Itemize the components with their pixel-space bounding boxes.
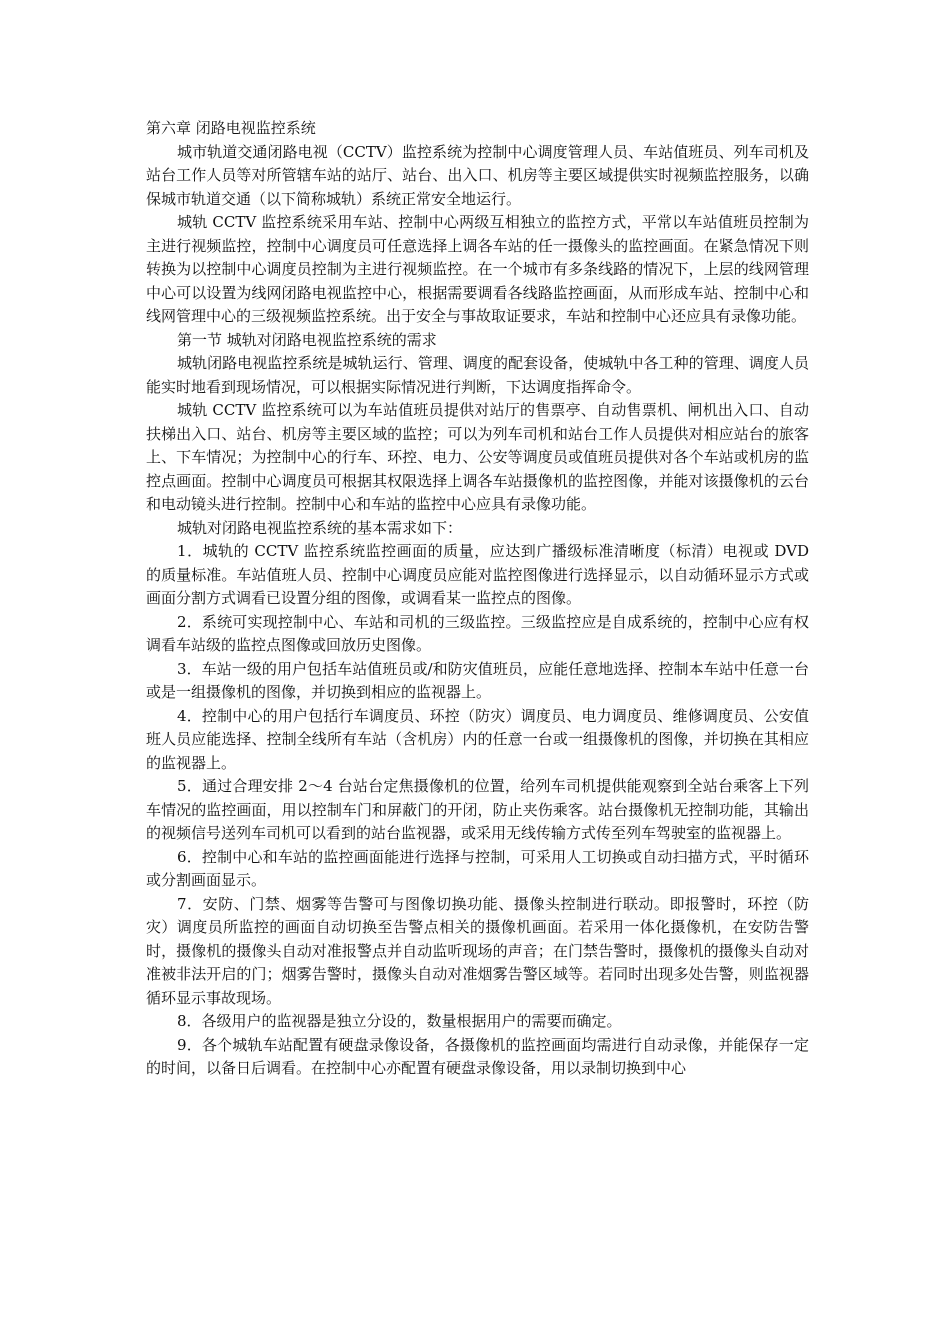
requirement-item: 4．控制中心的用户包括行车调度员、环控（防灾）调度员、电力调度员、维修调度员、公安值班人员应能选择、控制全线所有车站（含机房）内的任意一台或一组摄像机的图像，并切换在其相应的监视器上。 — [146, 706, 809, 772]
intro-paragraph: 城轨 CCTV 监控系统采用车站、控制中心两级互相独立的监控方式，平常以车站值班员控制为主进行视频监控，控制中心调度员可任意选择上调各车站的任一摄像头的监控画面。在紧急情况下则转换为以控制中心调度员控制为主进行视频监控。在一个城市有多条线路的情况下，上层的线网管理中心可以设置为线网闭路电视监控中心，根据需要调看各线路监控画面，从而形成车站、控制中心和线网管理中心的三级视频监控系统。出于安全与事故取证要求，车站和控制中心还应具有录像功能。 — [146, 213, 809, 325]
requirement-item: 7．安防、门禁、烟雾等告警可与图像切换功能、摄像头控制进行联动。即报警时，环控（防灾）调度员所监控的画面自动切换至告警点相关的摄像机画面。若采用一体化摄像机，在安防告警时，摄像机的摄像头自动对准报警点并自动监听现场的声音；在门禁告警时，摄像机的摄像头自动对准被非法开启的门；烟雾告警时，摄像头自动对准烟雾告警区域等。若同时出现多处告警，则监视器循环显示事故现场。 — [146, 894, 809, 1007]
document-page — [146, 117, 809, 1081]
requirement-item: 9．各个城轨车站配置有硬盘录像设备，各摄像机的监控画面均需进行自动录像，并能保存一定的时间，以备日后调看。在控制中心亦配置有硬盘录像设备，用以录制切换到中心 — [146, 1035, 809, 1077]
section-paragraph: 城轨对闭路电视监控系统的基本需求如下： — [177, 518, 463, 537]
requirement-item: 1．城轨的 CCTV 监控系统监控画面的质量，应达到广播级标准清晰度（标清）电视或 DVD 的质量标准。车站值班人员、控制中心调度员应能对监控图像进行选择显示，以自动循环显示方式或画面分割方式调看已设置分组的图像，或调看某一监控点的图像。 — [146, 542, 809, 607]
section-title: 第一节 城轨对闭路电视监控系统的需求 — [177, 330, 437, 349]
requirement-item: 5．通过合理安排 2～4 台站台定焦摄像机的位置，给列车司机提供能观察到全站台乘客上下列车情况的监控画面，用以控制车门和屏蔽门的开闭，防止夹伤乘客。站台摄像机无控制功能，其输出的视频信号送列车司机可以看到的站台监视器，或采用无线传输方式传至列车驾驶室的监视器上。 — [146, 777, 809, 842]
section-paragraph: 城轨闭路电视监控系统是城轨运行、管理、调度的配套设备，使城轨中各工种的管理、调度人员能实时地看到现场情况，可以根据实际情况进行判断，下达调度指挥命令。 — [146, 354, 809, 396]
requirement-item: 2．系统可实现控制中心、车站和司机的三级监控。三级监控应是自成系统的，控制中心应有权调看车站级的监控点图像或回放历史图像。 — [146, 612, 809, 654]
section-paragraph: 城轨 CCTV 监控系统可以为车站值班员提供对站厅的售票亭、自动售票机、闸机出入口、自动扶梯出入口、站台、机房等主要区域的监控；可以为列车司机和站台工作人员提供对相应站台的旅客上、下车情况；为控制中心的行车、环控、电力、公安等调度员或值班员提供对各个车站或机房的监控点画面。控制中心调度员可根据其权限选择上调各车站摄像机的监控图像，并能对该摄像机的云台和电动镜头进行控制。控制中心和车站的监控中心应具有录像功能。 — [146, 401, 809, 513]
intro-paragraph: 城市轨道交通闭路电视（CCTV）监控系统为控制中心调度管理人员、车站值班员、列车司机及站台工作人员等对所管辖车站的站厅、站台、出入口、机房等主要区域提供实时视频监控服务，以确保城市轨道交通（以下简称城轨）系统正常安全地运行。 — [146, 142, 809, 208]
chapter-title: 第六章 闭路电视监控系统 — [146, 119, 316, 137]
requirement-item: 3．车站一级的用户包括车站值班员或/和防灾值班员，应能任意地选择、控制本车站中任意一台或是一组摄像机的图像，并切换到相应的监视器上。 — [146, 659, 809, 701]
requirement-item: 8．各级用户的监视器是独立分设的，数量根据用户的需要而确定。 — [177, 1012, 622, 1030]
requirement-item: 6．控制中心和车站的监控画面能进行选择与控制，可采用人工切换或自动扫描方式，平时循环或分割画面显示。 — [146, 847, 809, 889]
